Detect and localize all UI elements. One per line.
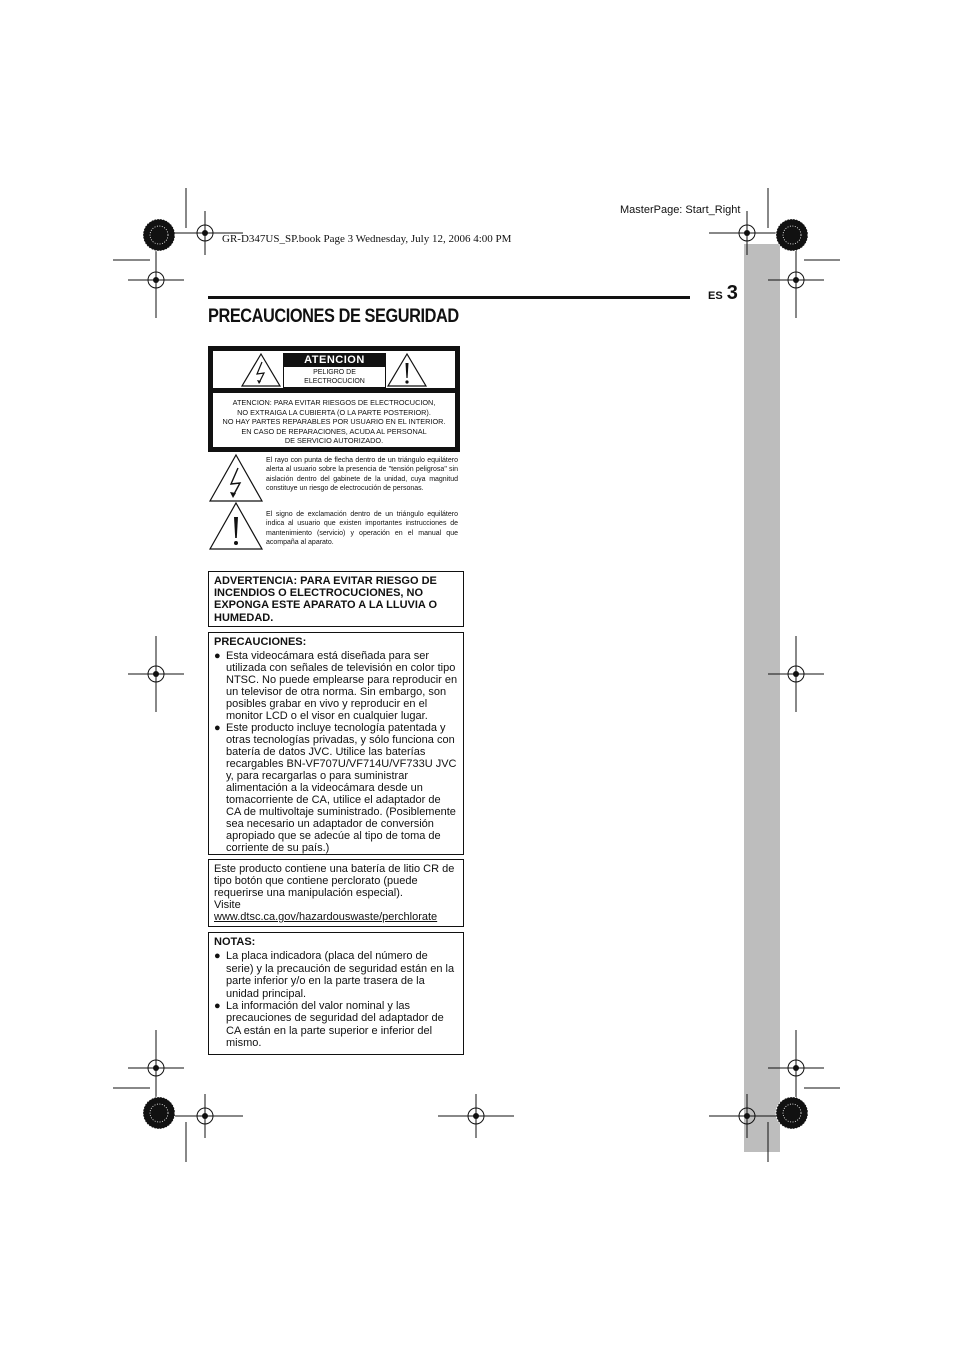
lightning-symbol-text: El rayo con punta de flecha dentro de un triángulo equilátero alerta al usuario sobre la presencia de "tensión peligrosa" sin aislación dentro del gabinete de la unidad, cuya magnitud constituye un riesgo de electrocución de personas.	[266, 457, 458, 492]
exclamation-triangle-icon	[387, 353, 427, 387]
warning-label-text	[214, 398, 454, 446]
exclamation-symbol-text: El signo de exclamación dentro de un triángulo equilátero indica al usuario que existen importantes instrucciones de mantenimiento (servicio) y operación en el manual que acompaña al aparato.	[266, 511, 458, 546]
label-text-line2: NO EXTRAIGA LA CUBIERTA (O LA PARTE POSTERIOR).	[237, 407, 431, 417]
title-rule	[208, 296, 690, 299]
precauciones-heading: PRECAUCIONES:	[214, 636, 307, 648]
bullet-icon: ●	[214, 722, 221, 734]
atencion-sub-line2: NO ABRA	[318, 387, 351, 394]
atencion-sub-line1: PELIGRO DE ELECTROCUCION	[304, 369, 365, 385]
lightning-triangle-icon	[241, 353, 281, 387]
bullet-icon: ●	[214, 950, 221, 963]
exclamation-symbol-icon	[209, 502, 263, 550]
list-item	[214, 722, 458, 854]
masterpage-label: MasterPage: Start_Right	[620, 204, 741, 216]
lithium-notice-box	[208, 859, 464, 927]
lithium-visit-line	[214, 899, 458, 923]
notas-box	[208, 932, 464, 1055]
list-item	[214, 950, 458, 1000]
precauciones-item-2: Este producto incluye tecnología patentada y otras tecnologías privadas, y sólo funciona con batería de datos JVC. Utilice las baterías recargables BN-VF707U/VF714U/VF733U JVC y, para recargarlas o para suministrar alimentación a la videocámara desde un tomacorriente de CA, utilice el adaptador de CA de multivoltaje suministrado. (Posiblemente sea necesario un adaptador de conversión apropiado que se adecúe al tipo de toma de corriente de su país.)	[226, 722, 457, 854]
book-info-line: GR-D347US_SP.book Page 3 Wednesday, July 12, 2006 4:00 PM	[222, 233, 512, 245]
perchlorate-link[interactable]: www.dtsc.ca.gov/hazardouswaste/perchlorate	[214, 911, 438, 923]
atencion-subtext	[284, 368, 385, 395]
bullet-icon: ●	[214, 1000, 221, 1013]
precauciones-box	[208, 632, 464, 855]
visit-label: Visite	[214, 899, 241, 911]
bullet-icon: ●	[214, 650, 221, 662]
list-item	[214, 1000, 458, 1050]
language-code: ES	[708, 290, 723, 302]
lightning-symbol-icon	[209, 454, 263, 502]
label-text-line1: ATENCION: PARA EVITAR RIESGOS DE ELECTROCUCION,	[232, 398, 436, 407]
atencion-heading: ATENCION	[284, 354, 385, 367]
page-title: PRECAUCIONES DE SEGURIDAD	[208, 306, 459, 327]
notas-item-2: La información del valor nominal y las precauciones de seguridad del adaptador de CA están en la parte superior e inferior del mismo.	[226, 1000, 444, 1050]
page-number: 3	[726, 282, 738, 304]
lithium-notice-text: Este producto contiene una batería de litio CR de tipo botón que contiene perclorato (puede requerirse una manipulación especial).	[214, 863, 455, 899]
list-item	[214, 650, 458, 722]
label-text-line4: EN CASO DE REPARACIONES, ACUDA AL PERSONAL	[241, 426, 427, 436]
page-number-group	[708, 282, 738, 305]
label-text-line3: NO HAY PARTES REPARABLES POR USUARIO EN EL INTERIOR.	[222, 417, 446, 427]
advertencia-box	[208, 571, 464, 627]
precauciones-item-1: Esta videocámara está diseñada para ser utilizada con señales de televisión en color tipo NTSC. No puede emplearse para reproducir en un televisor de otra norma. Sin embargo, son posibles grabar en vivo y reproducir en el monitor LCD o el visor en cualquier lugar.	[226, 650, 458, 722]
notas-heading: NOTAS:	[214, 936, 256, 948]
label-text-line5: DE SERVICIO AUTORIZADO.	[284, 436, 384, 446]
advertencia-text: ADVERTENCIA: PARA EVITAR RIESGO DE INCENDIOS O ELECTROCUCIONES, NO EXPONGA ESTE APARATO A LA LLUVIA O HUMEDAD.	[214, 575, 438, 624]
notas-item-1: La placa indicadora (placa del número de serie) y la precaución de seguridad están en la parte inferior y/o en la parte trasera de la unidad principal.	[226, 950, 455, 1000]
